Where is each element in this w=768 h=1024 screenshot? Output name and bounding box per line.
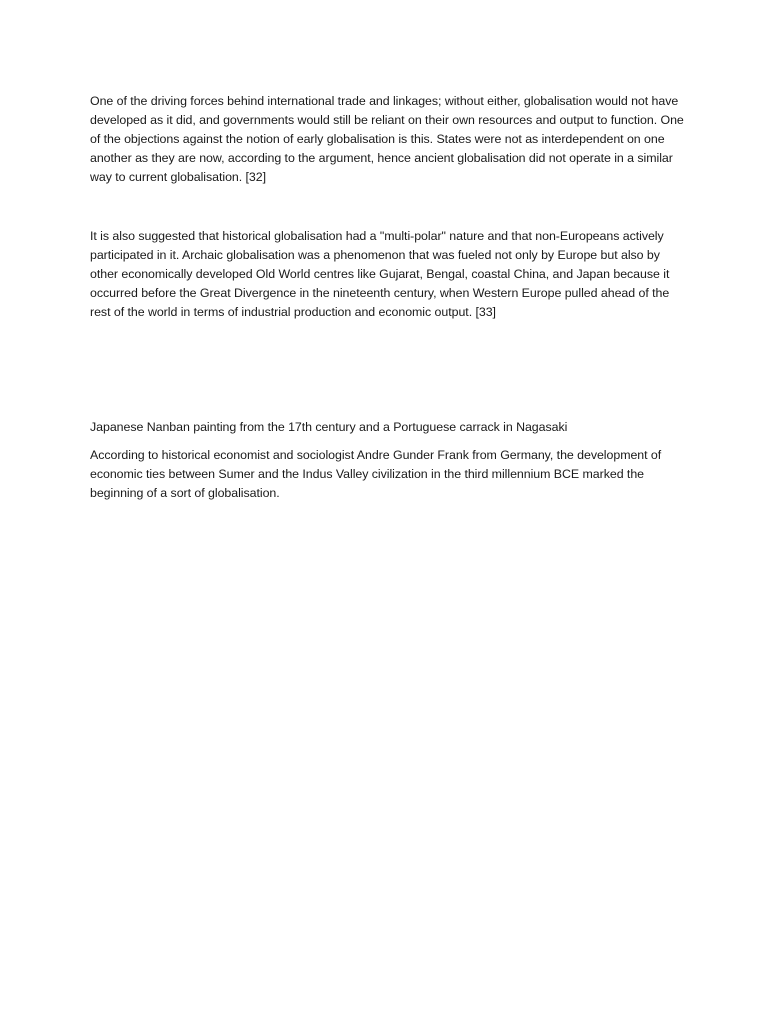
paragraph-sumer-indus-valley: According to historical economist and sociologist Andre Gunder Frank from Germany, the development of economic ties between Sumer and the Indus Valley civilization in the third millennium BCE marked the beginning of a sort of globalisation. bbox=[90, 448, 662, 500]
paragraph-early-globalisation-objection: One of the driving forces behind international trade and linkages; without either, globalisation would not have developed as it did, and governments would still be reliant on their own resources and output to function. One of the objections against the notion of early globalisation is this. States were not as interdependent on one another as they are now, according to the argument, hence ancient globalisation did not operate in a similar way to current globalisation. [32] bbox=[90, 94, 684, 184]
image-caption: Japanese Nanban painting from the 17th century and a Portuguese carrack in Nagasaki bbox=[90, 420, 568, 434]
paragraph-multi-polar-globalisation: It is also suggested that historical globalisation had a "multi-polar" nature and that non-Europeans actively participated in it. Archaic globalisation was a phenomenon that was fueled not only by Europe but also by other economically developed Old World centres like Gujarat, Bengal, coastal China, and Japan because it occurred before the Great Divergence in the nineteenth century, when Western Europe pulled ahead of the rest of the world in terms of industrial production and economic output. [33] bbox=[90, 229, 670, 319]
